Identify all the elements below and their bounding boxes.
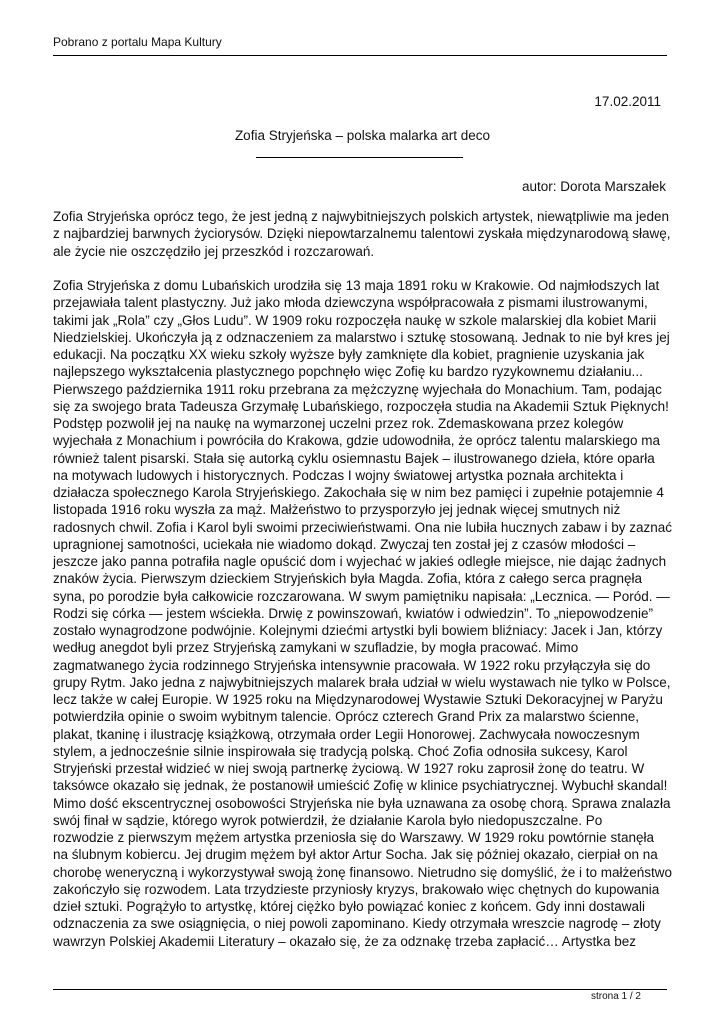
text-line: najlepszego wykształcenia plastycznego popchnęło więc Zofię ku bardzo ryzykownemu działaniu... bbox=[53, 364, 643, 380]
text-line: radosnych chwil. Zofia i Karol byli swoimi przeciwieństwami. Ona nie lubiła hucznych zabaw i by zaznać bbox=[53, 519, 673, 535]
text-line: również talent pisarski. Stała się autorką cyklu osiemnastu Bajek – ilustrowanego dzieła, które oparła bbox=[53, 450, 655, 466]
article-body bbox=[53, 208, 673, 950]
text-line: upragnionej samotności, uciekała nie wiadomo dokąd. Zwyczaj ten został jej z czasów młodości – bbox=[53, 536, 636, 552]
text-line: zakończyło się rozwodem. Lata trzydzieste przyniosły kryzys, brakowało więc chętnych do kupowania bbox=[53, 881, 660, 897]
text-line: dzieł sztuki. Pogrążyło to artystkę, której ciężko było powiązać koniec z końcem. Gdy inni dostawali bbox=[53, 899, 646, 914]
text-line: edukacji. Na początku XX wieku szkoły wyższe były zamknięte dla kobiet, pragnienie uzyskania jak bbox=[53, 347, 645, 362]
text-line: plakat, tkaninę i ilustrację książkową, otrzymała order Legii Honorowej. Zachwycała nowoczesnym bbox=[53, 726, 640, 742]
text-line: przejawiała talent plastyczny. Już jako młoda dziewczyna współpracowała z pismami ilustrowanymi, bbox=[53, 295, 648, 311]
paragraph bbox=[53, 208, 673, 260]
page-number: strona 1 / 2 bbox=[590, 991, 641, 1002]
text-line: ale życie nie oszczędziło jej przeszkód i rozczarowań. bbox=[53, 243, 375, 259]
text-line: Zofia Stryjeńska oprócz tego, że jest jedną z najwybitniejszych polskich artystek, niewątpliwie ma jeden bbox=[53, 209, 670, 224]
text-line: listopada 1916 roku wyszła za mąż. Małżeństwo to przysporzyło jej jednak więcej smutnych niż bbox=[53, 502, 621, 518]
text-line: zostało wynagrodzone podwójnie. Kolejnymi dziećmi artystki byli bowiem bliźniacy: Jacek i Jan, którzy bbox=[53, 623, 663, 638]
text-line: jeszcze jako panna potrafiła nagle opuścić dom i wyjechać w jakieś odległe miejsce, nie dając żadnych bbox=[53, 554, 667, 569]
article-author: autor: Dorota Marszałek bbox=[521, 179, 666, 194]
text-line: znaków życia. Pierwszym dzieckiem Stryjeńskich była Magda. Zofia, która z całego serca pragnęła bbox=[53, 571, 642, 587]
text-line: potwierdziła opinie o swoim wybitnym talencie. Oprócz czterech Grand Prix za malarstwo ścienne, bbox=[53, 709, 639, 725]
text-line: Pierwszego października 1911 roku przebrana za mężczyznę wyjechała do Monachium. Tam, podając bbox=[53, 381, 662, 397]
title-underline bbox=[256, 157, 463, 158]
text-line: chorobę weneryczną i wykorzystywał swoją żonę finansowo. Nietrudno się domyślić, że i to małżeństwo bbox=[53, 864, 673, 880]
text-line: lecz także w całej Europie. W 1925 roku na Międzynarodowej Wystawie Sztuki Dekoracyjnej w Paryżu bbox=[53, 692, 663, 707]
header-divider bbox=[53, 55, 667, 56]
text-line: taksówce okazało się jednak, że postanowił umieścić Zofię w klinice psychiatrycznej. Wybuchł skandal! bbox=[53, 778, 668, 794]
text-line: zagmatwanego życia rodzinnego Stryjeńska intensywnie pracowała. W 1922 roku przyłączyła się do bbox=[53, 657, 651, 673]
text-line: grupy Rytm. Jako jedna z najwybitniejszych malarek brała udział w wielu wystawach nie tylko w Polsce, bbox=[53, 674, 671, 690]
text-line: wawrzyn Polskiej Akademii Literatury – okazało się, że za odznakę trzeba zapłacić… Artystka bez bbox=[53, 933, 637, 949]
text-line: stylem, a jednocześnie silnie inspirowała się tradycją polską. Choć Zofia odnosiła sukcesy, Karol bbox=[53, 743, 628, 759]
text-line: takimi jak „Rola” czy „Głos Ludu”. W 1909 roku rozpoczęła naukę w szkole malarskiej dla kobiet Marii bbox=[53, 312, 657, 328]
text-line: działacza społecznego Karola Stryjeńskiego. Zakochała się w nim bez pamięci i zupełnie potajemnie 4 bbox=[53, 485, 664, 500]
text-line: rozwodzie z pierwszym mężem artystka przeniosła się do Warszawy. W 1929 roku powtórnie stanęła bbox=[53, 830, 654, 845]
paragraph bbox=[53, 277, 673, 950]
text-line: z najbardziej barwnych życiorysów. Dzięki niepowtarzalnemu talentowi zyskała międzynarodową sławę, bbox=[53, 226, 671, 242]
text-line: syna, po porodzie była całkowicie rozczarowana. W swym pamiętniku napisała: „Lecznica. — Poród. — bbox=[53, 588, 670, 604]
text-line: Rodzi się córka — jestem wściekła. Drwię z powinszowań, kwiatów i odwiedzin”. To „niepowodzenie” bbox=[53, 605, 653, 621]
article-date: 17.02.2011 bbox=[594, 94, 661, 109]
text-line: odznaczenia za swe osiągnięcia, o niej powoli zapominano. Kiedy otrzymała wreszcie nagrodę – złoty bbox=[53, 916, 661, 932]
text-line: Stryjeński przestał widzieć w niej swoją partnerkę życiową. W 1927 roku zaprosił żonę do teatru. W bbox=[53, 761, 645, 776]
footer-divider bbox=[53, 989, 667, 990]
text-line: według anegdot byli przez Stryjeńską zamykani w szufladzie, by mogła pracować. Mimo bbox=[53, 640, 579, 656]
text-line: Zofia Stryjeńska z domu Lubańskich urodziła się 13 maja 1891 roku w Krakowie. Od najmłodszych lat bbox=[53, 278, 660, 293]
text-line: na ślubnym kobiercu. Jej drugim mężem był aktor Artur Socha. Jak się później okazało, cierpiał on na bbox=[53, 847, 658, 863]
text-line: na motywach ludowych i historycznych. Podczas I wojny światowej artystka poznała architekta i bbox=[53, 467, 624, 483]
text-line: Podstęp pozwolił jej na naukę na wymarzonej uczelni przez rok. Zdemaskowana przez kolegów bbox=[53, 416, 624, 431]
text-line: się za swojego brata Tadeusza Grzymałę Lubańskiego, rozpoczęła studia na Akademii Sztuk Pięknych! bbox=[53, 398, 669, 414]
text-line: swój finał w sądzie, którego wyrok potwierdził, że działanie Karola było niedopuszczalne. Po bbox=[53, 812, 603, 828]
text-line: Niedzielskiej. Ukończyła ją z odznaczeniem za malarstwo i sztukę stosowaną. Jednak to nie był kres jej bbox=[53, 329, 670, 345]
article-title: Zofia Stryjeńska – polska malarka art deco bbox=[234, 128, 491, 143]
page-header-source: Pobrano z portalu Mapa Kultury bbox=[53, 35, 222, 49]
text-line: wyjechała z Monachium i powróciła do Krakowa, gdzie udowodniła, że oprócz talentu malarskiego ma bbox=[53, 433, 661, 449]
text-line: Mimo dość ekscentrycznej osobowości Stryjeńska nie była uznawana za osobę chorą. Sprawa znalazła bbox=[53, 795, 671, 811]
